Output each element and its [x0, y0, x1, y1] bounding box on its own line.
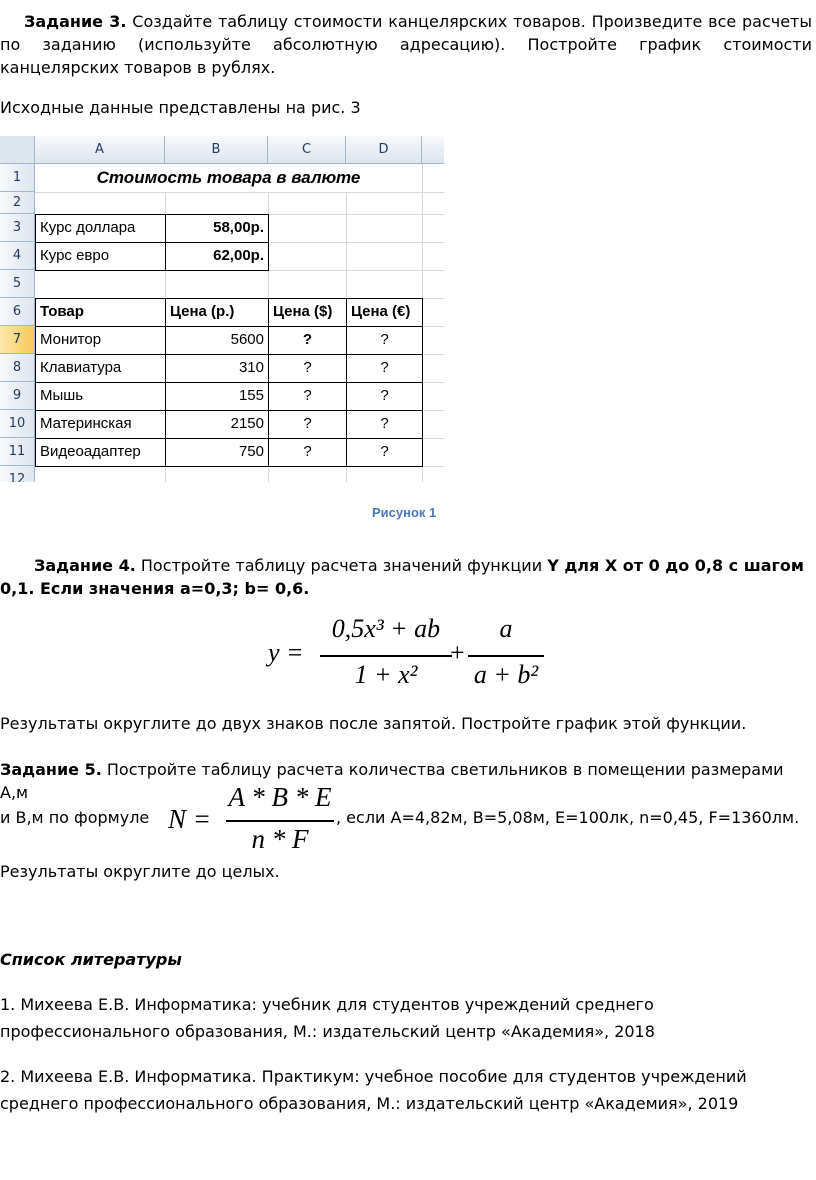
row-header: 1 [0, 164, 35, 192]
row-header: 9 [0, 382, 35, 410]
item-eur: ? [346, 382, 423, 411]
fraction-bar-1 [320, 655, 452, 657]
task5-text: Постройте таблицу расчета количества светильников в помещении размерами А,м [0, 760, 784, 802]
row-header: 6 [0, 298, 35, 326]
item-price: 5600 [165, 326, 269, 355]
reference-item: 2. Михеева Е.В. Информатика. Практикум: учебное пособие для студентов учреждений среднего профессионального образования, М.: издательский центр «Академия», 2019 [0, 1067, 747, 1113]
formula-numerator-2: a [499, 614, 513, 643]
item-eur: ? [346, 354, 423, 383]
reference-item: 1. Михеева Е.В. Информатика: учебник для студентов учреждений среднего профессионального образования, М.: издательский центр «Академия», 2018 [0, 995, 655, 1041]
references-heading: Список литературы [0, 950, 182, 969]
item-name: Материнская [35, 410, 166, 439]
item-price: 750 [165, 438, 269, 467]
task3-source-note: Исходные данные представлены на рис. 3 [0, 98, 361, 117]
figure-caption: Рисунок 1 [372, 505, 437, 520]
item-eur: ? [346, 438, 423, 467]
formula-denominator: n * F [251, 824, 309, 854]
fraction-bar [226, 820, 334, 822]
formula-plus: + [450, 638, 465, 667]
formula-numerator-1: 0,5x³ + ab [331, 614, 441, 643]
column-header-b: B [165, 136, 268, 164]
item-name: Видеоадаптер [35, 438, 166, 467]
row-header: 2 [0, 192, 35, 214]
rate-value-eur: 62,00р. [165, 242, 269, 271]
item-price: 155 [165, 382, 269, 411]
column-header-c: C [268, 136, 346, 164]
column-header-a: A [35, 136, 165, 164]
formula-denominator-1: 1 + x² [354, 660, 418, 689]
item-eur: ? [346, 326, 423, 355]
item-name: Клавиатура [35, 354, 166, 383]
task4-text: Постройте таблицу расчета значений функции [135, 556, 548, 575]
row-header: 5 [0, 270, 35, 298]
rate-value-usd: 58,00р. [165, 214, 269, 243]
spreadsheet-title: Стоимость товара в валюте [35, 164, 422, 192]
task4-title: Задание 4. [34, 556, 136, 575]
row-header: 12 [0, 466, 35, 482]
item-usd: ? [268, 438, 347, 467]
item-price: 310 [165, 354, 269, 383]
task3-text: Создайте таблицу стоимости канцелярских товаров. Произведите все расчеты по заданию (используйте абсолютную адресацию). Постройте график стоимости канцелярских товаров в рублях. [0, 12, 812, 77]
row-header: 4 [0, 242, 35, 270]
item-usd: ? [268, 354, 347, 383]
item-usd: ? [268, 410, 347, 439]
task5-paragraph [0, 758, 812, 804]
item-usd: ? [268, 326, 347, 355]
task4-formula [268, 612, 558, 698]
header-price-eur: Цена (€) [346, 298, 423, 327]
rate-label-eur: Курс евро [35, 242, 166, 271]
task5-line2-prefix: и В,м по формуле [0, 808, 150, 827]
formula-lhs: y = [268, 638, 304, 667]
task4-result-note: Результаты округлите до двух знаков после запятой. Постройте график этой функции. [0, 714, 747, 733]
rate-label-usd: Курс доллара [35, 214, 166, 243]
task5-result-note: Результаты округлите до целых. [0, 862, 280, 881]
header-price-usd: Цена ($) [268, 298, 347, 327]
task3-title: Задание 3. [24, 12, 127, 31]
task4-bold-tail: Y для Х от 0 до 0,8 с шагом 0,1. Если значения а=0,3; b= 0,6. [0, 556, 804, 598]
formula-lhs: N = [168, 804, 211, 834]
row-header: 11 [0, 438, 35, 466]
spreadsheet [0, 136, 444, 482]
formula-numerator: A * B * E [228, 782, 332, 812]
row-header: 10 [0, 410, 35, 438]
column-header-e [422, 136, 444, 164]
header-price-rub: Цена (р.) [165, 298, 269, 327]
formula-denominator-2: a + b² [473, 660, 539, 689]
task4-paragraph [0, 554, 812, 600]
header-product: Товар [35, 298, 166, 327]
column-header-d: D [346, 136, 422, 164]
task5-line2-suffix: , если А=4,82м, В=5,08м, Е=100лк, n=0,45, F=1360лм. [336, 808, 800, 827]
select-all-corner [0, 136, 35, 164]
fraction-bar-2 [468, 655, 544, 657]
item-name: Монитор [35, 326, 166, 355]
item-name: Мышь [35, 382, 166, 411]
task5-formula [168, 782, 338, 862]
item-price: 2150 [165, 410, 269, 439]
task5-title: Задание 5. [0, 760, 102, 779]
item-usd: ? [268, 382, 347, 411]
row-header-selected: 7 [0, 326, 35, 354]
row-header: 8 [0, 354, 35, 382]
row-header: 3 [0, 214, 35, 242]
task3-paragraph [0, 10, 812, 79]
item-eur: ? [346, 410, 423, 439]
